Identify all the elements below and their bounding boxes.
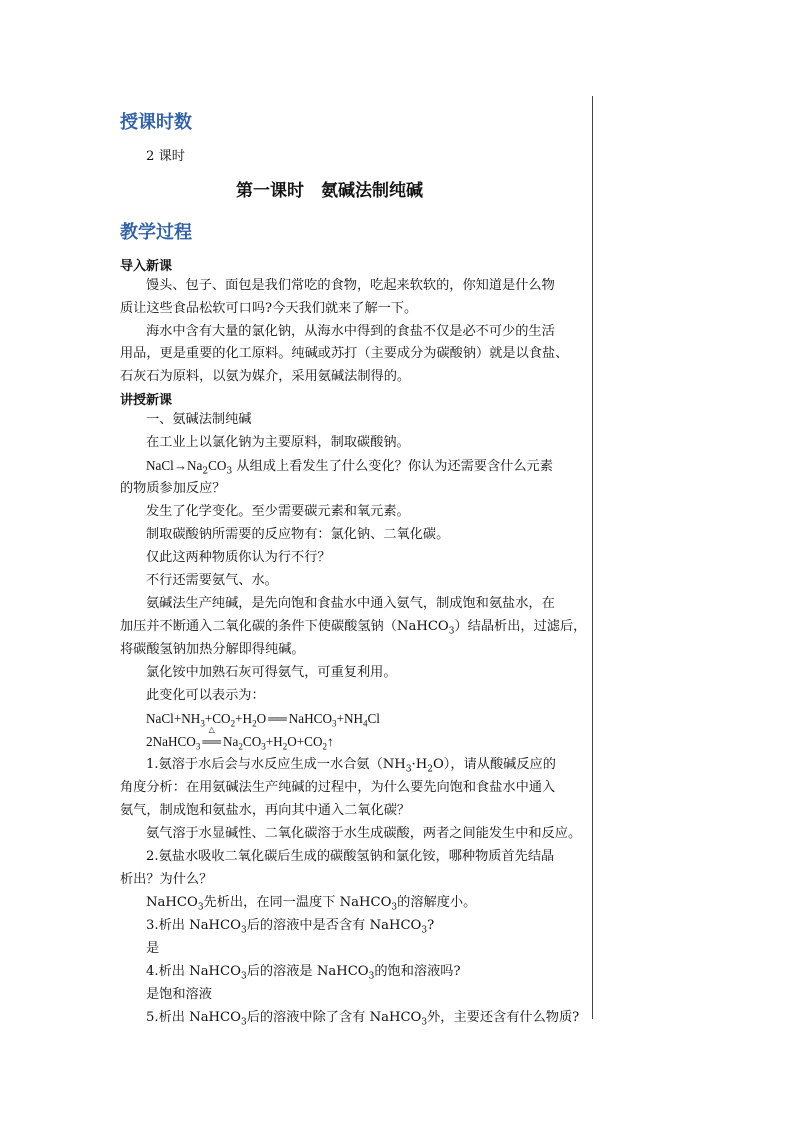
body-text: 先析出，在同一温度下 NaHCO — [203, 895, 392, 910]
body-text: ·H — [411, 757, 428, 772]
body-text: 5.析出 NaHCO — [146, 1010, 241, 1025]
intro-line: 用品，更是重要的化工原料。纯碱或苏打（主要成分为碳酸钠）就是以食盐、 — [120, 346, 569, 361]
body-text: 后的溶液是 NaHCO — [246, 964, 369, 979]
subscript: 2 — [322, 741, 327, 752]
body-line: 析出？为什么？ — [120, 872, 213, 887]
formula-text: O+CO — [287, 734, 323, 749]
equals-sign: ══ — [268, 711, 287, 726]
subscript: 3 — [332, 718, 337, 729]
body-line: 此变化可以表示为： — [146, 688, 265, 703]
body-line: 在工业上以氯化钠为主要原料，制取碳酸钠。 — [146, 435, 410, 450]
chemical-equation-1 — [146, 711, 380, 729]
body-text: 后的溶液中是否含有 NaHCO — [246, 918, 422, 933]
subscript: 2 — [230, 718, 236, 729]
intro-line: 石灰石为原料，以氨为媒介，采用氨碱法制得的。 — [120, 369, 411, 384]
heading-class-hours: 授课时数 — [120, 112, 192, 133]
formula-text: CO — [208, 458, 227, 473]
subscript: 3 — [261, 741, 266, 752]
intro-line: 馒头、包子、面包是我们常吃的食物，吃起来软软的，你知道是什么物 — [146, 278, 555, 293]
subscript: 3 — [448, 626, 455, 637]
body-line: 发生了化学变化。至少需要碳元素和氧元素。 — [146, 504, 410, 519]
formula-text: O — [256, 711, 267, 726]
class-hours-value: 2 课时 — [146, 149, 185, 164]
formula-text: NaCl→Na — [146, 458, 203, 473]
formula-text: Cl — [367, 711, 380, 726]
question-1 — [146, 757, 556, 775]
subscript: 2 — [238, 741, 243, 752]
section-new-lesson: 讲授新课 — [120, 393, 173, 408]
body-text: O），请从酸碱反应的 — [432, 757, 556, 772]
subscript: 3 — [240, 1017, 247, 1028]
formula-text: Na — [223, 734, 239, 749]
answer-2 — [146, 895, 477, 913]
subscript: 3 — [200, 718, 205, 729]
subscript: 3 — [421, 1017, 428, 1028]
formula-text: +NH — [336, 711, 364, 726]
subscript: 3 — [391, 902, 398, 913]
formula-text: +CO — [204, 711, 231, 726]
body-line: 氨碱法生产纯碱，是先向饱和食盐水中通入氨气，制成饱和氨盐水，在 — [146, 596, 555, 611]
subscript: 3 — [240, 925, 247, 936]
body-line: 氨气，制成饱和氨盐水，再向其中通入二氧化碳？ — [120, 803, 411, 818]
subscript: 2 — [252, 718, 257, 729]
subscript: 3 — [405, 764, 412, 775]
body-line: 将碳酸氢钠加热分解即得纯碱。 — [120, 642, 305, 657]
equals-sign: ══ — [202, 734, 222, 749]
body-text: ）结晶析出，过滤后， — [454, 619, 587, 634]
answer-3: 是 — [146, 941, 160, 956]
body-line: 一、氨碱法制纯碱 — [146, 412, 252, 427]
subscript: 3 — [197, 902, 204, 913]
heat-equals-sign — [200, 725, 223, 749]
subscript: 2 — [427, 764, 433, 775]
body-text: 的饱和溶液吗? — [374, 964, 461, 979]
question-4 — [146, 964, 461, 982]
question-3 — [146, 918, 435, 936]
subscript: 3 — [226, 466, 233, 477]
body-line: 制取碳酸钠所需要的反应物有：氯化钠、二氧化碳。 — [146, 527, 450, 542]
answer-1: 氨气溶于水显碱性、二氧化碳溶于水生成碳酸，两者之间能发生中和反应。 — [146, 826, 582, 841]
body-text: 从组成上看发生了什么变化？你认为还需要含什么元素 — [232, 459, 553, 474]
section-intro: 导入新课 — [120, 259, 173, 274]
formula-text: NaCl+NH — [146, 711, 201, 726]
heading-teaching-process: 教学过程 — [120, 222, 192, 243]
answer-4: 是饱和溶液 — [146, 987, 212, 1002]
body-text: 加压并不断通入二氧化碳的条件下使碳酸氢钠（NaHCO — [120, 619, 449, 634]
gas-arrow-icon: ↑ — [326, 734, 334, 749]
subscript: 2 — [202, 466, 209, 477]
formula-text: CO — [242, 734, 262, 749]
question-2: 2.氨盐水吸收二氧化碳后生成的碳酸氢钠和氯化铵，哪种物质首先结晶 — [146, 849, 555, 864]
intro-line: 海水中含有大量的氯化钠，从海水中得到的食盐不仅是必不可少的生活 — [146, 324, 555, 339]
formula-text: 2NaHCO — [146, 734, 196, 749]
question-5 — [146, 1010, 580, 1028]
lesson-title: 第一课时 氨碱法制纯碱 — [236, 181, 423, 201]
heat-condition-icon: △ — [208, 725, 215, 734]
body-line: 的物质参加反应？ — [120, 481, 226, 496]
body-text: 3.析出 NaHCO — [146, 918, 241, 933]
body-line: 角度分析：在用氨碱法生产纯碱的过程中，为什么要先向饱和食盐水中通入 — [120, 780, 556, 795]
subscript: 2 — [282, 741, 288, 752]
body-text: 的溶解度小。 — [397, 895, 477, 910]
body-line — [146, 458, 553, 477]
table-border-right — [592, 96, 593, 1019]
body-text: 外，主要还含有什么物质? — [427, 1010, 580, 1025]
body-text: ? — [427, 918, 435, 933]
body-text: 1.氨溶于水后会与水反应生成一水合氨（NH — [146, 757, 406, 772]
formula-text: NaHCO — [288, 711, 333, 726]
subscript: 3 — [368, 971, 375, 982]
body-text: 4.析出 NaHCO — [146, 964, 241, 979]
body-line: 氯化铵中加熟石灰可得氨气，可重复利用。 — [146, 665, 397, 680]
body-text: 后的溶液中除了含有 NaHCO — [246, 1010, 422, 1025]
body-line: 不行还需要氨气、水。 — [146, 573, 278, 588]
body-text: NaHCO — [146, 895, 198, 910]
body-line: 仅此这两种物质你认为行不行？ — [146, 550, 331, 565]
subscript: 3 — [195, 741, 201, 752]
formula-text: +H — [265, 734, 283, 749]
subscript: 4 — [363, 718, 368, 729]
formula-text: +H — [235, 711, 253, 726]
body-line — [120, 619, 587, 637]
intro-line: 质让这些食品松软可口吗?今天我们就来了解一下。 — [120, 301, 418, 316]
subscript: 3 — [421, 925, 428, 936]
subscript: 3 — [240, 971, 247, 982]
chemical-equation-2 — [146, 725, 334, 752]
